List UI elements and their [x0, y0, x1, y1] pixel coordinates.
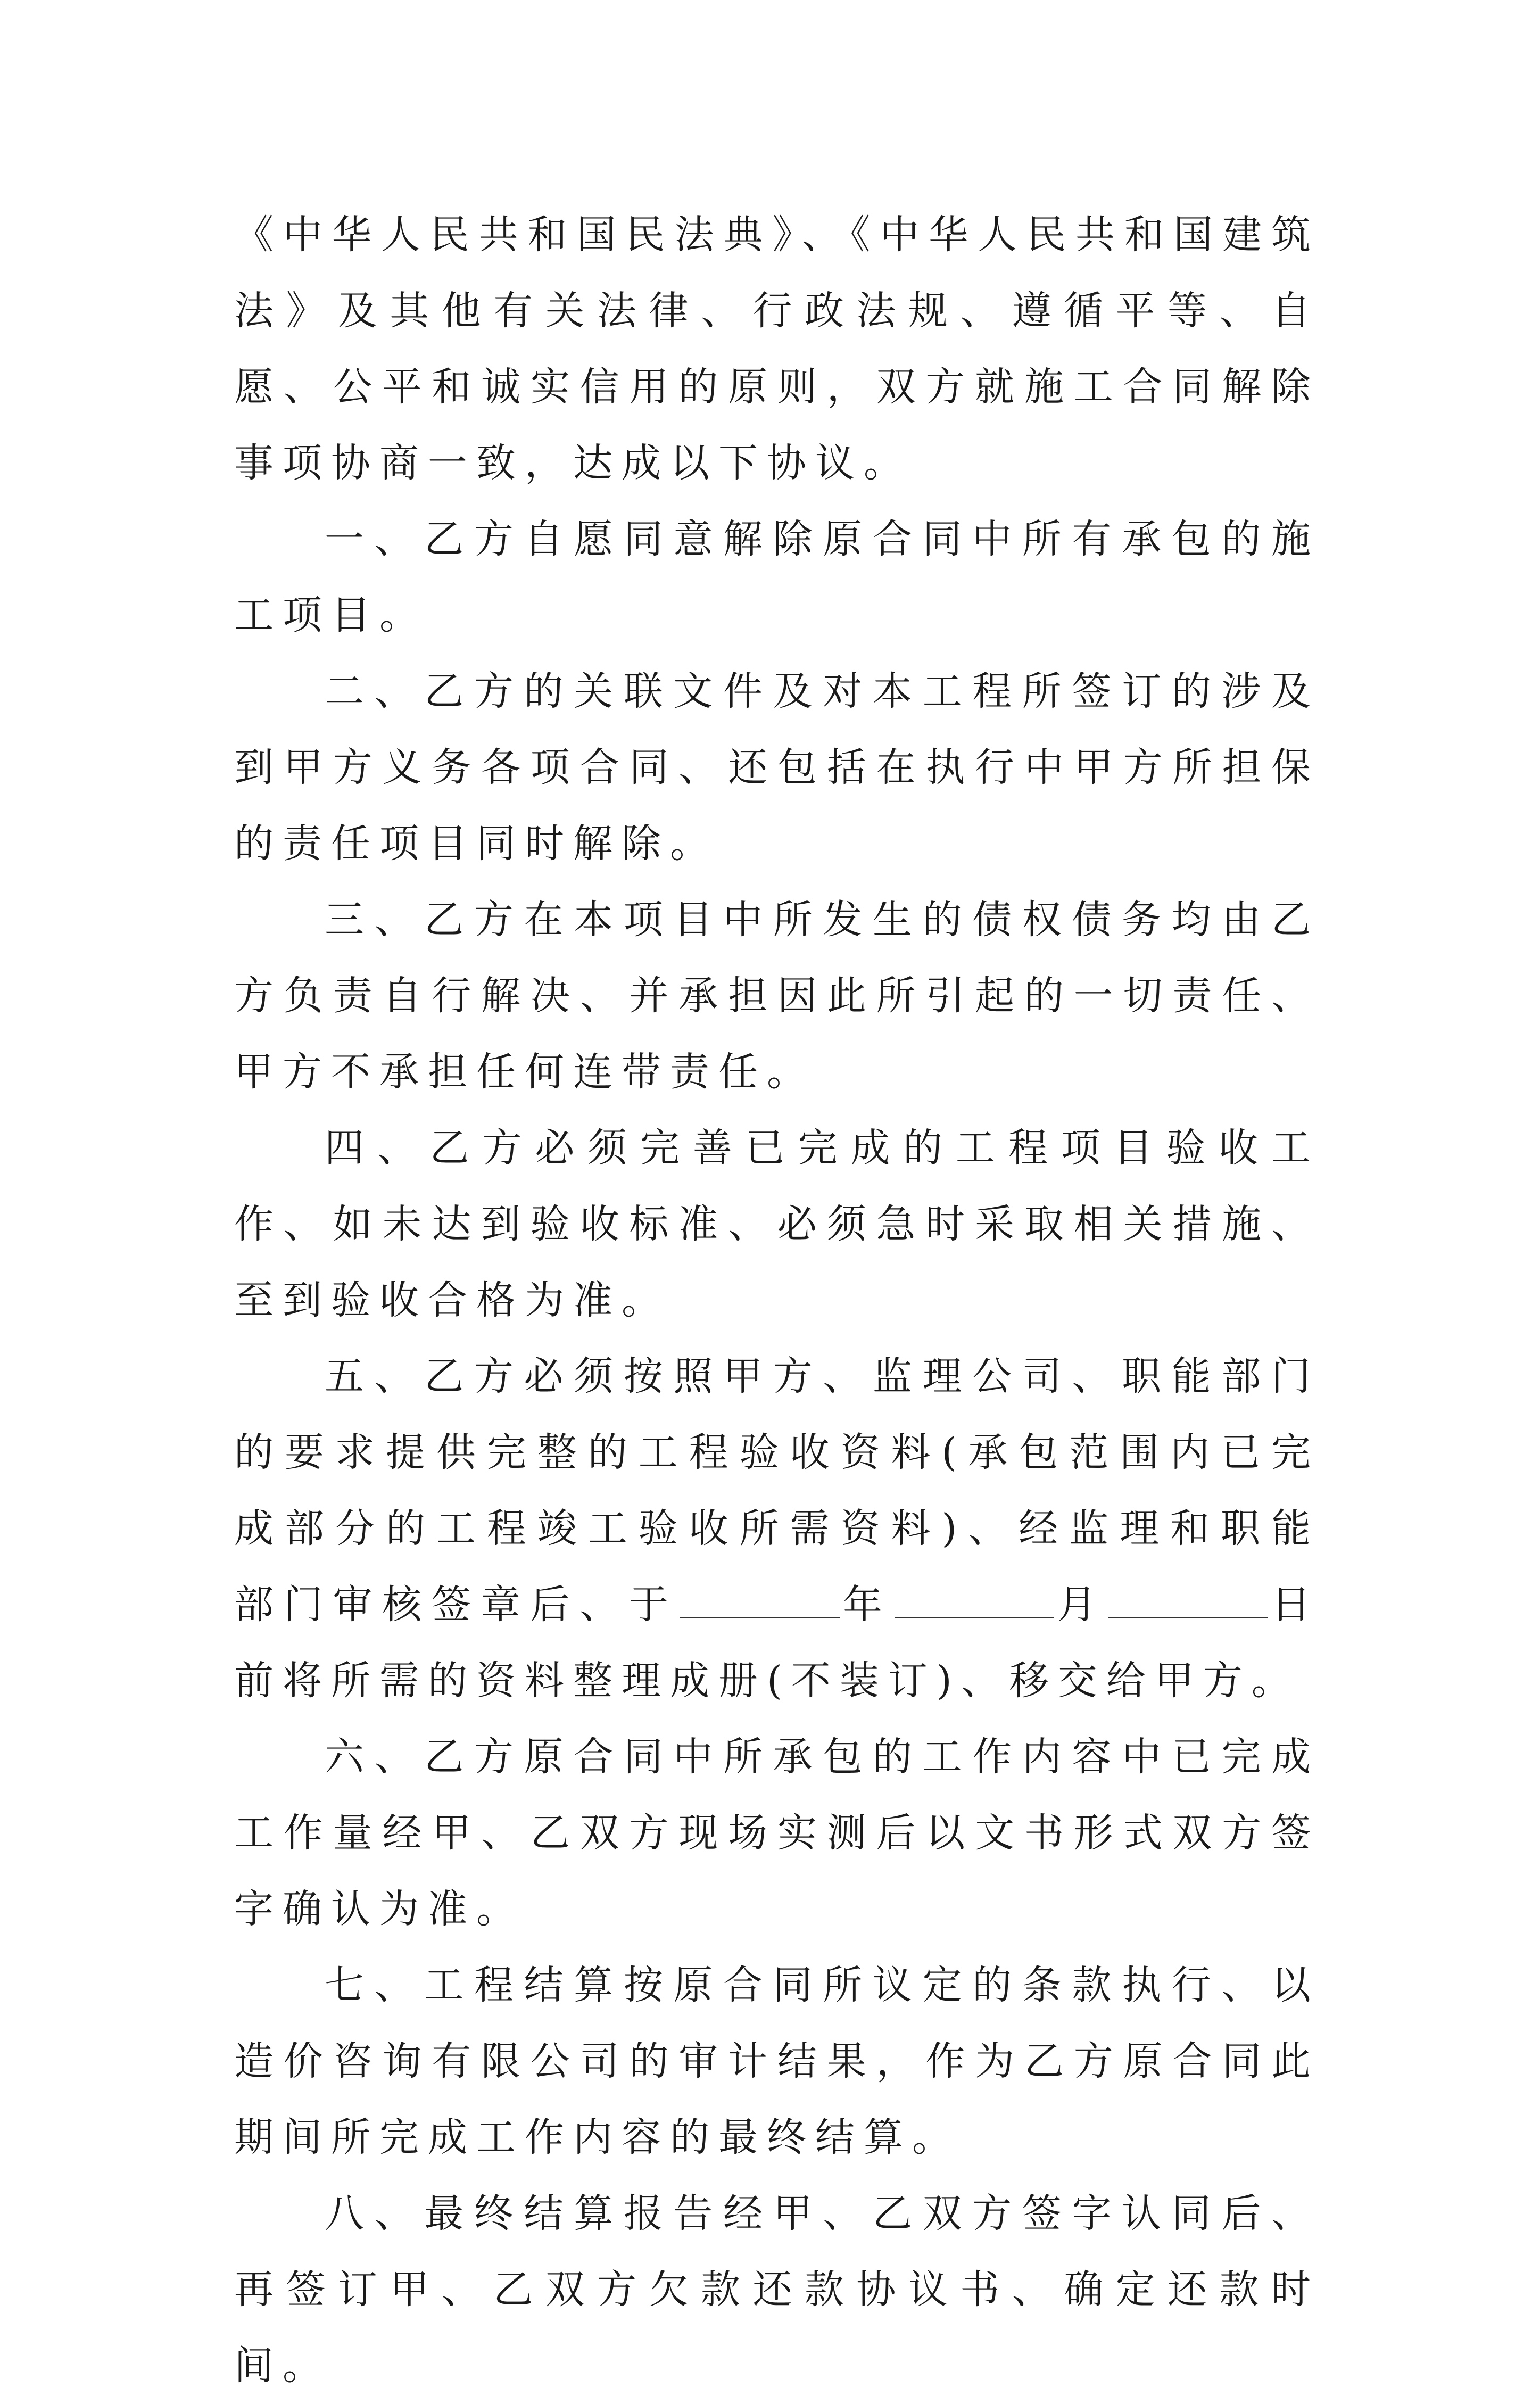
clause-5-year-label: 年 — [842, 1582, 892, 1628]
clause-5 — [234, 1339, 1320, 1719]
clause-5-text-b: 日前将所需的资料整理成册(不装订)、移交给甲方。 — [234, 1582, 1320, 1704]
clause-2: 二、乙方的关联文件及对本工程所签订的涉及到甲方义务各项合同、还包括在执行中甲方所担保的责任项目同时解除。 — [234, 668, 1320, 866]
clause-5-month-label: 月 — [1056, 1582, 1107, 1628]
blank-month-field[interactable] — [895, 1616, 1054, 1618]
clause-1: 一、乙方自愿同意解除原合同中所有承包的施工项目。 — [234, 516, 1320, 638]
clause-6: 六、乙方原合同中所承包的工作内容中已完成工作量经甲、乙双方现场实测后以文书形式双方签字确认为准。 — [234, 1734, 1320, 1932]
agreement-body — [234, 197, 1320, 2404]
preamble-paragraph: 《中华人民共和国民法典》、《中华人民共和国建筑法》及其他有关法律、行政法规、遵循平等、自愿、公平和诚实信用的原则，双方就施工合同解除事项协商一致，达成以下协议。 — [234, 212, 1320, 486]
blank-year-field[interactable] — [680, 1616, 840, 1618]
clause-3: 三、乙方在本项目中所发生的债权债务均由乙方负责自行解决、并承担因此所引起的一切责任、甲方不承担任何连带责任。 — [234, 897, 1320, 1095]
clause-4: 四、乙方必须完善已完成的工程项目验收工作、如未达到验收标准、必须急时采取相关措施、至到验收合格为准。 — [234, 1125, 1320, 1323]
blank-day-field[interactable] — [1108, 1616, 1268, 1618]
clause-5-text-a: 五、乙方必须按照甲方、监理公司、职能部门的要求提供完整的工程验收资料(承包范围内已完成部分的工程竣工验收所需资料)、经监理和职能部门审核签章后、于 — [234, 1353, 1320, 1628]
clause-7: 七、工程结算按原合同所议定的条款执行、以造价咨询有限公司的审计结果，作为乙方原合同此期间所完成工作内容的最终结算。 — [234, 1962, 1320, 2160]
clause-8: 八、最终结算报告经甲、乙双方签字认同后、再签订甲、乙双方欠款还款协议书、确定还款时间。 — [234, 2191, 1320, 2389]
